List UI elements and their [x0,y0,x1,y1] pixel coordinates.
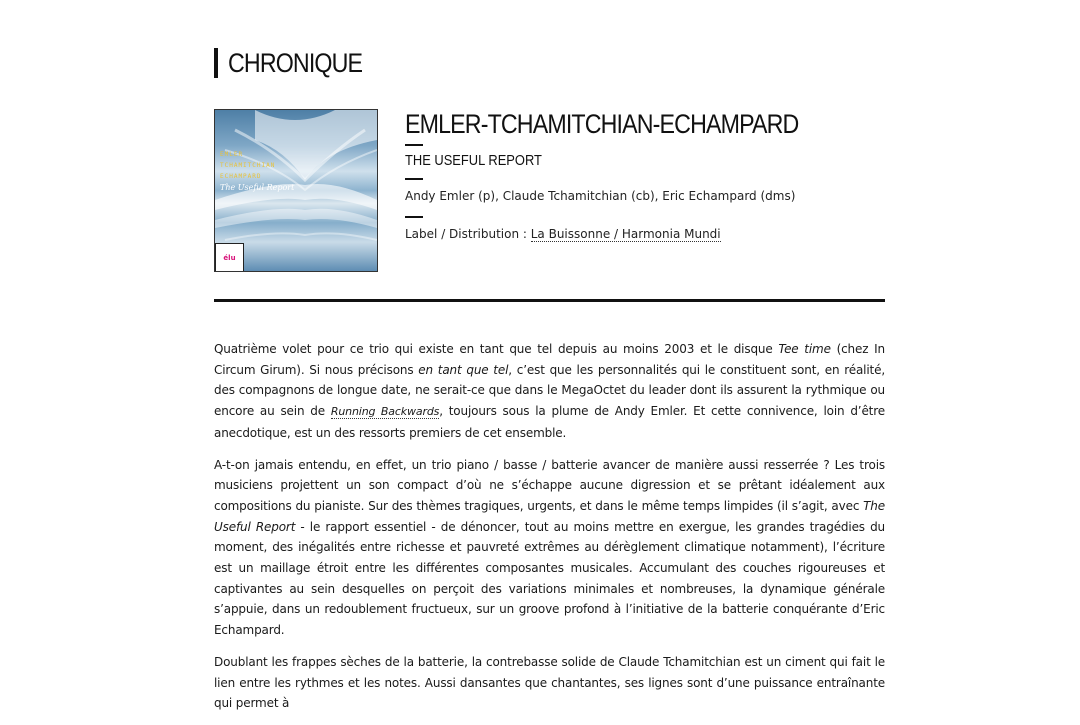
label-prefix: Label / Distribution : [405,227,531,241]
label-link[interactable]: La Buissonne / Harmonia Mundi [530,227,721,241]
article-paragraph: Doublant les frappes sèches de la batterie, la contrebasse solide de Claude Tchamitchian est un ciment qui fait le lien entre les rythmes et les notes. Aussi dansantes que chantantes, ses lignes sont d’une puissance entraînante qui permet à [214,654,885,711]
elu-badge-icon [215,243,244,272]
divider-dash [405,216,423,218]
section-separator [214,299,885,302]
album-reference: Tee time [778,342,831,356]
running-backwards-link[interactable]: Running Backwards [330,405,440,419]
album-musicians: Andy Emler (p), Claude Tchamitchian (cb), Eric Echampard (dms) [405,189,796,203]
album-title: THE USEFUL REPORT [405,152,542,169]
album-info [405,107,885,242]
album-artist: EMLER-TCHAMITCHIAN-ECHAMPARD [405,109,799,139]
emphasis: en tant que tel [418,362,509,377]
cover-name-3: ECHAMPARD [220,173,262,180]
album-reference: The Useful Report [214,498,885,534]
section-title: CHRONIQUE [228,47,363,78]
article-paragraph: A-t-on jamais entendu, en effet, un trio piano / basse / batterie avancer de manière aussi resserrée ? Les trois musiciens projettent un son compact d’où ne s’échappe aucune digression et se prêtant idéalement aux compositions du pianiste. Sur des thèmes tragiques, urgents, et dans le même temps limpides (il s’agit, avec The Useful Report - le rapport essentiel - de dénoncer, tout au moins mettre en exergue, les grandes tragédies du moment, des inégalités entre richesse et pauvreté extrêmes au dérèglement climatique notamment), l’écriture est un maillage étroit entre les différentes composantes musicales. Accumulant des couches rigoureuses et captivantes au sein desquelles on perçoit des variations minimales et nombreuses, la dynamique générale s’appuie, dans un redoublement fructueux, sur un groove profond à l’initiative de la batterie conquérante d’Eric Echampard. [214,457,885,638]
divider-dash [405,178,423,180]
cover-name-1: EMLER [220,151,244,158]
label-distribution [405,226,885,242]
article-body [214,339,885,725]
badge-label: élu [223,253,236,262]
divider-dash [405,144,423,146]
cover-name-2: TCHAMITCHIAN [220,162,276,169]
heading-accent-bar [214,48,218,78]
album-cover[interactable] [214,109,378,272]
cover-title: The Useful Report [220,183,295,192]
article-paragraph: Quatrième volet pour ce trio qui existe en tant que tel depuis au moins 2003 et le disque Tee time (chez In Circum Girum). Si nous précisons en tant que tel, c’est que les personnalités qui le constituent sont, en réalité, des compagnons de longue date, ne serait-ce que dans le MegaOctet du leader dont ils assurent la rythmique ou encore au sein de Running Backwards, toujours sous la plume de Andy Emler. Et cette connivence, loin d’être anecdotique, est un des ressorts premiers de cet ensemble. [214,342,885,440]
section-heading [214,47,384,79]
